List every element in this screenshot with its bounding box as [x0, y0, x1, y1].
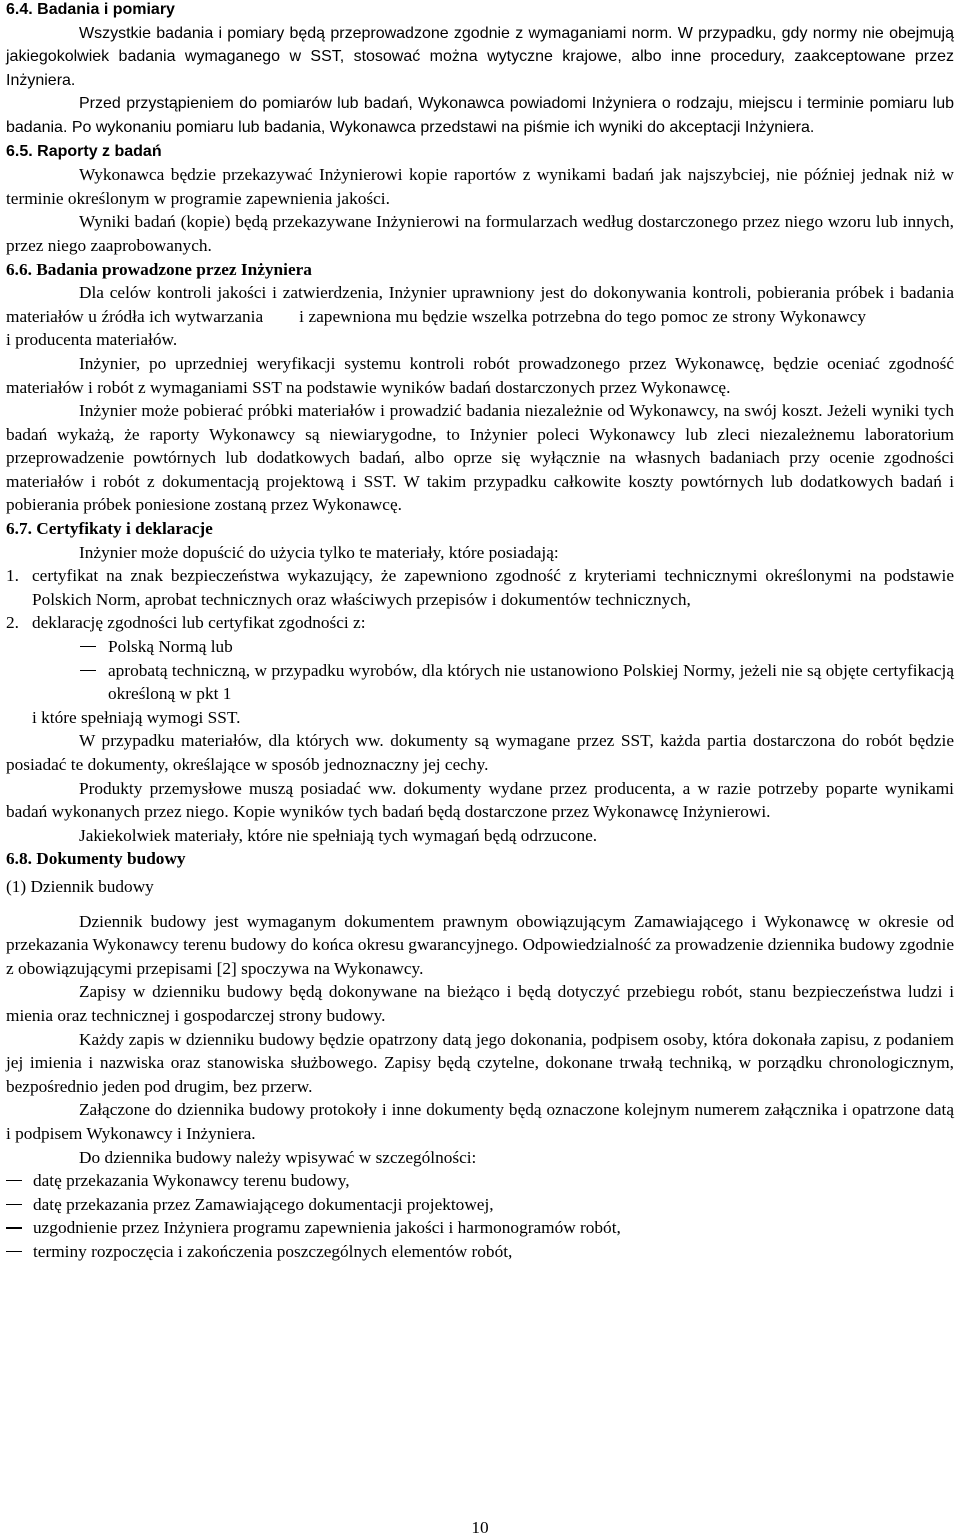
list-item-text: aprobatą techniczną, w przypadku wyrobów, dla których nie ustanowiono Polskiej Normy, jeżeli nie są objęte certyfikacją określoną w pkt 1 [108, 660, 954, 704]
paragraph [6, 281, 954, 352]
paragraph: i które spełniają wymogi SST. [32, 707, 241, 727]
paragraph: Każdy zapis w dzienniku budowy będzie opatrzony datą jego dokonania, podpisem osoby, która dokonała zapisu, z podaniem jej imienia i nazwiska oraz stanowiska służbowego. Zapisy będą czytelne, dokonane trwałą techniką, w porządku chronologicznym, bezpośrednio jeden pod drugim, bez przerw. [6, 1029, 954, 1096]
sentence: i producenta materiałów. [6, 330, 178, 350]
paragraph: Wyniki badań (kopie) będą przekazywane Inżynierowi na formularzach według dostarczonego przez niego wzoru lub innych, przez niego zaaprobowanych. [6, 212, 954, 255]
dash-list [6, 635, 954, 706]
list-item [6, 1169, 954, 1193]
list-item [6, 1193, 954, 1217]
paragraph: Inżynier, po uprzedniej weryfikacji systemu kontroli robót prowadzonego przez Wykonawcę, będzie oceniać zgodność materiałów i robót z wymaganiami SST na podstawie wyników badań dostarczonych przez Wykonawcę. [6, 353, 954, 397]
section-heading-6-8: 6.8. Dokumenty budowy [6, 849, 186, 869]
list-item-text: certyfikat na znak bezpieczeństwa wykazujący, że zapewniono zgodność z kryteriami technicznymi określonymi na podstawie Polskich Norm, aprobat technicznych oraz właściwych przepisów i dokumentów technicznych, [32, 566, 954, 609]
paragraph: W przypadku materiałów, dla których ww. dokumenty są wymagane przez SST, każda partia dostarczona do robót będzie posiadać te dokumenty, określające w sposób jednoznaczny jej cechy. [6, 731, 954, 774]
sentence: i zapewniona mu będzie wszelka potrzebna do tego pomoc ze strony Wykonawcy [299, 306, 866, 326]
page-number: 10 [471, 1518, 489, 1537]
paragraph: Wykonawca będzie przekazywać Inżynierowi kopie raportów z wynikami badań jak najszybciej, nie później jednak niż w terminie określonym w programie zapewnienia jakości. [6, 165, 954, 208]
paragraph: Produkty przemysłowe muszą posiadać ww. dokumenty wydane przez producenta, a w razie potrzeby poparte wynikami badań wykonanych przez niego. Kopie wyników tych badań będą dostarczone przez Wykonawcę Inżynierowi. [6, 778, 954, 822]
list-number: 1. [6, 566, 19, 586]
list-item [6, 1216, 954, 1240]
list-item-text: terminy rozpoczęcia i zakończenia poszczególnych elementów robót, [33, 1241, 513, 1261]
list-item-text: uzgodnienie przez Inżyniera programu zapewnienia jakości i harmonogramów robót, [33, 1218, 621, 1238]
section-heading-6-5: 6.5. Raporty z badań [6, 142, 162, 160]
paragraph: Zapisy w dzienniku budowy będą dokonywane na bieżąco i będą dotyczyć przebiegu robót, stanu bezpieczeństwa ludzi i mienia oraz technicznej i gospodarczej strony budowy. [6, 982, 954, 1025]
paragraph: Załączone do dziennika budowy protokoły i inne dokumenty będą oznaczone kolejnym numerem załącznika i opatrzone datą i podpisem Wykonawcy i Inżyniera. [6, 1100, 954, 1143]
section-heading-6-4: 6.4. Badania i pomiary [6, 1, 175, 18]
list-item [6, 659, 954, 706]
dash-bullet [80, 670, 96, 671]
dash-bullet [6, 1227, 22, 1228]
section-heading-6-6: 6.6. Badania prowadzone przez Inżyniera [6, 259, 312, 279]
document-page [6, 0, 954, 1263]
list-item [6, 611, 954, 635]
section-heading-6-7: 6.7. Certyfikaty i deklaracje [6, 519, 213, 539]
subsection-title: (1) Dziennik budowy [6, 876, 154, 896]
list-item [6, 1240, 954, 1264]
paragraph: Wszystkie badania i pomiary będą przeprowadzone zgodnie z wymaganiami norm. W przypadku, gdy normy nie obejmują jakiegokolwiek badania wymaganego w SST, stosować można wytyczne krajowe, albo inne procedury, zaakceptowane przez Inżyniera. [6, 24, 954, 89]
dash-bullet [80, 646, 96, 647]
list-item [6, 635, 954, 659]
sentence: Dla celów kontroli jakości i zatwierdzenia, Inżynier uprawniony jest do dokonywania kontroli, pobierania próbek i badania materiałów u źródła ich wytwarzania [6, 283, 954, 326]
sentence: Przed przystąpieniem do pomiarów lub badań, Wykonawca powiadomi Inżyniera o rodzaju, miejscu i terminie pomiaru lub badania. [6, 95, 954, 136]
paragraph: Inżynier może dopuścić do użycia tylko te materiały, które posiadają: [79, 542, 559, 562]
list-item-text: datę przekazania Wykonawcy terenu budowy, [33, 1171, 350, 1191]
dash-bullet [6, 1204, 22, 1205]
paragraph [6, 92, 954, 139]
list-item [6, 564, 954, 611]
list-item-text: datę przekazania przez Zamawiającego dokumentacji projektowej, [33, 1194, 494, 1214]
list-number: 2. [6, 613, 19, 633]
numbered-list [6, 564, 954, 635]
dash-bullet [6, 1180, 22, 1181]
list-item-text: Polską Normą lub [108, 637, 233, 657]
list-item-text: deklarację zgodności lub certyfikat zgodności z: [32, 613, 366, 633]
paragraph: Dziennik budowy jest wymaganym dokumentem prawnym obowiązującym Zamawiającego i Wykonawcę w okresie od przekazania Wykonawcy terenu budowy do końca okresu gwarancyjnego. Odpowiedzialność za prowadzenie dziennika budowy zgodnie z obowiązującymi przepisami [2] spoczywa na Wykonawcy. [6, 911, 954, 978]
paragraph: Inżynier może pobierać próbki materiałów i prowadzić badania niezależnie od Wykonawcy, na swój koszt. Jeżeli wyniki tych badań wykażą, że raporty Wykonawcy są niewiarygodne, to Inżynier poleci Wykonawcy lub zleci niezależnemu laboratorium przeprowadzenie powtórnych lub dodatkowych badań, albo oprze się wyłącznie na własnych badaniach przy ocenie zgodności materiałów i robót z dokumentacją projektową i SST. W takim przypadku całkowite koszty powtórnych lub dodatkowych badań i pobierania próbek poniesione zostaną przez Wykonawcę. [6, 401, 954, 515]
dash-list [6, 1169, 954, 1263]
paragraph: Jakiekolwiek materiały, które nie spełniają tych wymagań będą odrzucone. [79, 825, 598, 845]
sentence: Po wykonaniu pomiaru lub badania, Wykonawca przedstawi na piśmie ich wyniki do akceptacji Inżyniera. [71, 118, 815, 136]
paragraph: Do dziennika budowy należy wpisywać w szczególności: [79, 1147, 477, 1167]
dash-bullet [6, 1251, 22, 1252]
